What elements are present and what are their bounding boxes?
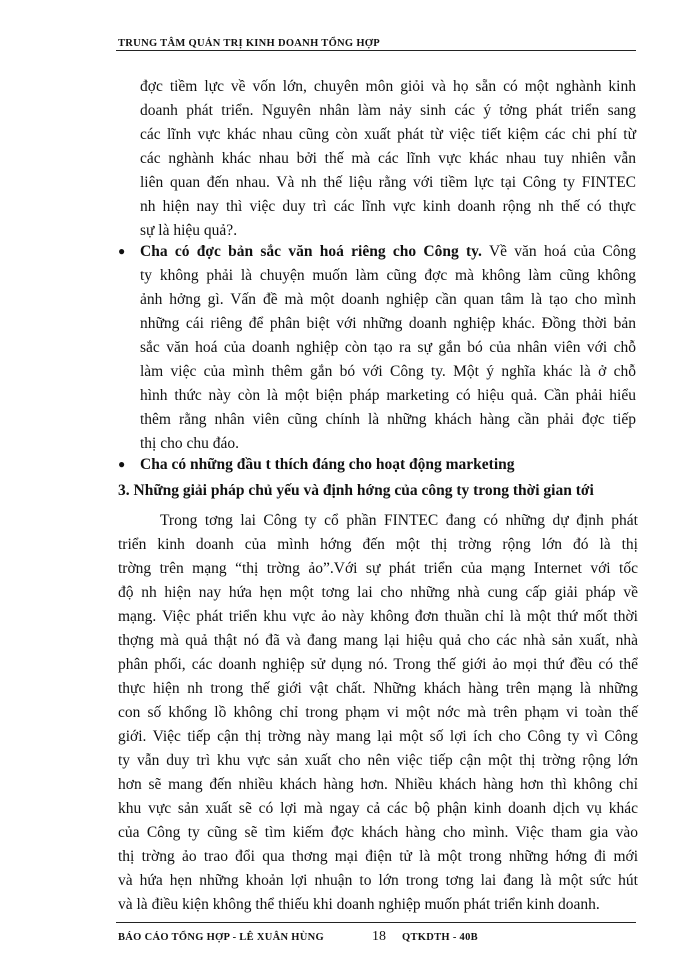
text-line: của Công ty cũng sẽ tìm kiếm đợc khách hàng cho mình. Việc tham gia vào [118,824,638,841]
text-line: phân phối, các doanh nghiệp sử dụng nó. Trong thế giới ảo mọi thứ đều có thể [118,656,638,673]
text-line: liên quan đến nhau. Và nh thế liệu rằng với tiềm lực tại Công ty FINTEC [140,174,636,191]
text-line: nh hiện nay thì việc duy trì các lĩnh vực kinh doanh rộng nh thế có thực [140,198,636,215]
text-line: Trong tơng lai Công ty cổ phần FINTEC đang có những dự định phát [160,512,638,529]
page-header: TRUNG TÂM QUẢN TRỊ KINH DOANH TỔNG HỢP [118,38,380,49]
bullet-icon: ● [118,457,126,471]
text-line: giới. Việc tiếp cận thị trờng này mang lại một số lợi ích cho Công ty vì Công [118,728,638,745]
bullet-icon: ● [118,244,126,258]
footer-class: QTKDTH - 40B [402,932,478,943]
text-line: triển kinh doanh của mình hớng đến một thị trờng rộng lớn đó là thị [118,536,638,553]
text-line: sắc văn hoá của doanh nghiệp còn tạo ra sự gắn bó của nhân viên với chỗ [140,339,636,356]
text-line: làm việc của mình thêm gắn bó với Công ty. Một ý nghĩa khác là ở chỗ [140,363,636,380]
bullet-lead: Cha có đợc bản sắc văn hoá riêng cho Công ty. [140,243,482,260]
text-line: mạng. Việc phát triển khu vực ảo này không đơn thuần chỉ là một thứ mốt thời [118,608,638,625]
text-line: ty vẫn duy trì khu vực sản xuất cho nên việc tiếp cận một thị trờng rộng lớn [118,752,638,769]
section-heading: 3. Những giải pháp chủ yếu và định hớng của công ty trong thời gian tới [118,482,594,499]
header-rule [116,50,636,51]
footer-author: BÁO CÁO TỔNG HỢP - LÊ XUÂN HÙNG [118,932,324,943]
footer-rule [116,922,636,923]
text-line: con số khổng lồ không chỉ trong phạm vi một nớc mà trên phạm vi toàn thế [118,704,638,721]
text-line: ảnh hởng gì. Vấn đề mà một doanh nghiệp cần quan tâm là tạo cho mình [140,291,636,308]
text-line: ty không phải là chuyện muốn làm cũng đợc mà không làm cũng không [140,267,636,284]
text-line: thị cho chu đáo. [140,435,240,452]
text-line: các nghành khác nhau bởi thế mà các lĩnh vực khác nhau tuy nhiên vẫn [140,150,636,167]
text-line: đợc tiềm lực về vốn lớn, chuyên môn giỏi và họ sẵn có một nghành kinh [140,78,636,95]
text-line: sự là hiệu quả?. [140,222,238,239]
text-line: hơn sẽ mang đến nhiều khách hàng hơn. Nhiều khách hàng hơn thì không chỉ [118,776,638,793]
page-number: 18 [372,929,386,944]
text-line [140,243,636,261]
text-line: những cái riêng để phân biệt với những doanh nghiệp khác. Đồng thời bản [140,315,636,332]
text-line: các lĩnh vực khác nhau cũng còn xuất phát từ việc tiết kiệm các chi phí từ [140,126,636,143]
text-line: thực hiện nh trong thế giới vật chất. Những khách hàng trên mạng là những [118,680,638,697]
text-line: độ nh hiện nay hứa hẹn một tơng lai cho những nhà cung cấp giải pháp về [118,584,638,601]
text-line: doanh phát triển. Nguyên nhân làm nảy sinh các ý tởng phát triển sang [140,102,636,119]
text-line: Cha có những đầu t thích đáng cho hoạt động marketing [140,456,515,473]
text-line: thợng mà quả thật nó đã và đang mang lại hiệu quả cho các nhà sản xuất, nhà [118,632,638,649]
text-line: khu vực sản xuất sẽ có lợi mà ngay cả các bộ phận kinh doanh dịch vụ khác [118,800,638,817]
text-line: thêm rằng nhân viên cũng chính là những khách hàng cần phải đợc tiếp [140,411,636,428]
text-line: thị trờng ảo trao đổi qua thơng mại điện tử là một trong những hớng đi mới [118,848,638,865]
text-line: hình thức này còn là một biện pháp marketing có hiệu quả. Cần phải hiểu [140,387,636,404]
text-line: trờng trên mạng “thị trờng ảo”.Với sự phát triển của mạng Internet với tốc [118,560,638,577]
bullet-lead-rest: Về văn hoá của Công [481,243,636,260]
text-line: và hứa hẹn những khoản lợi nhuận to lớn trong tơng lai đang là một sức hút [118,872,638,889]
text-line: và là điều kiện không thể thiếu khi doanh nghiệp muốn phát triển kinh doanh. [118,896,600,913]
